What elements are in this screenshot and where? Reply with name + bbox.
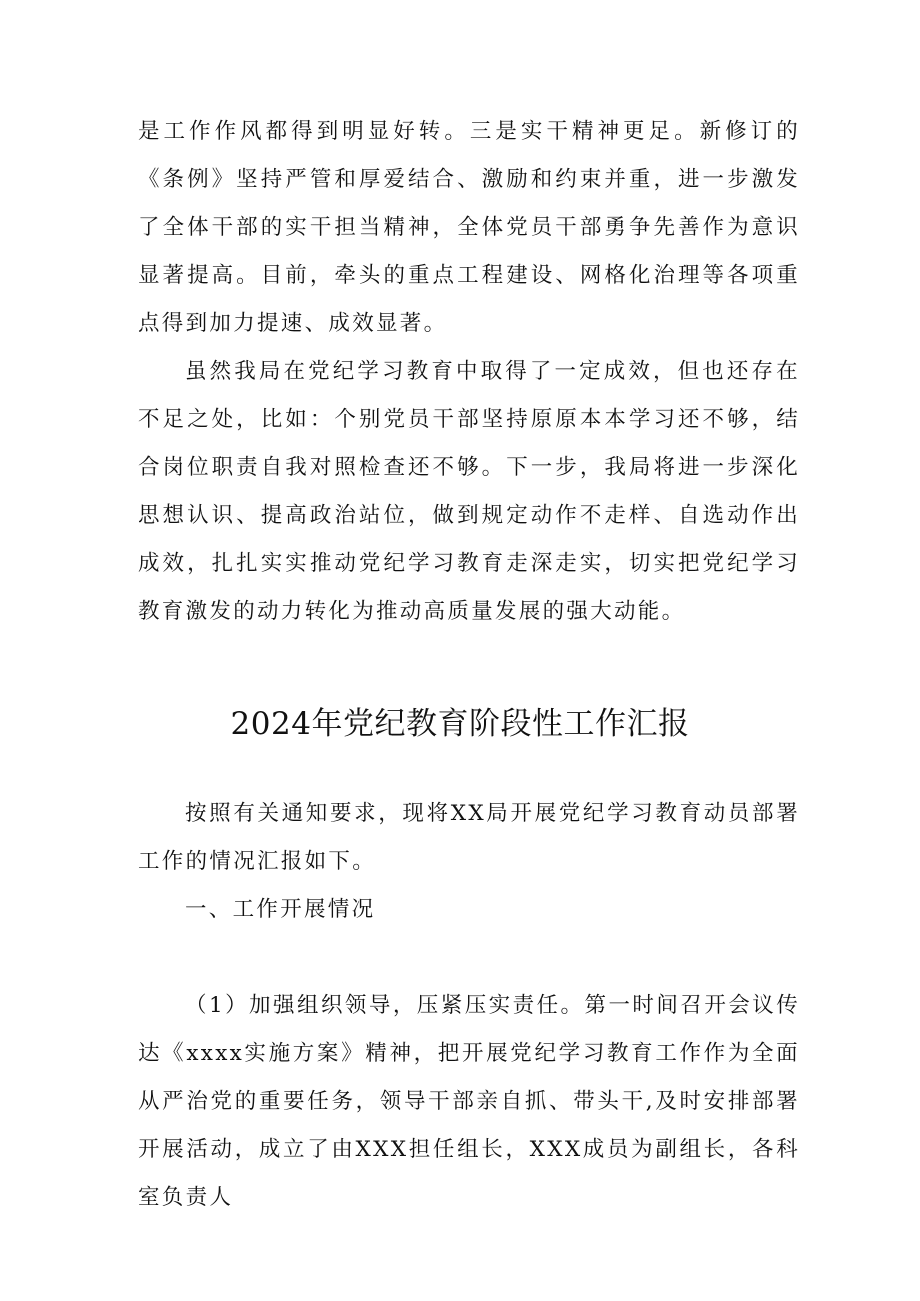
section-heading: 一、工作开展情况 xyxy=(185,897,376,922)
intro-paragraph: 按照有关通知要求，现将XX局开展党纪学习教育动员部署工作的情况汇报如下。 xyxy=(138,801,800,874)
document-title: 2024年党纪教育阶段性工作汇报 xyxy=(230,706,690,742)
body-paragraph-continued: 是工作作风都得到明显好转。三是实干精神更足。新修订的《条例》坚持严管和厚爱结合、激励和约束并重，进一步激发了全体干部的实干担当精神，全体党员干部勇争先善作为意识显著提高。目前，牵头的重点工程建设、网格化治理等各项重点得到加力提速、成效显著。 xyxy=(138,119,800,336)
body-paragraph-shortcomings: 虽然我局在党纪学习教育中取得了一定成效，但也还存在不足之处，比如：个别党员干部坚持原原本本学习还不够，结合岗位职责自我对照检查还不够。下一步，我局将进一步深化思想认识、提高政治站位，做到规定动作不走样、自选动作出成效，扎扎实实推动党纪学习教育走深走实，切实把党纪学习教育激发的动力转化为推动高质量发展的强大动能。 xyxy=(138,359,800,624)
body-paragraph-organization: （1）加强组织领导，压紧压实责任。第一时间召开会议传达《xxxx实施方案》精神，把开展党纪学习教育工作作为全面从严治党的重要任务，领导干部亲自抓、带头干,及时安排部署开展活动，成立了由XXX担任组长，XXX成员为副组长，各科室负责人 xyxy=(138,993,800,1210)
